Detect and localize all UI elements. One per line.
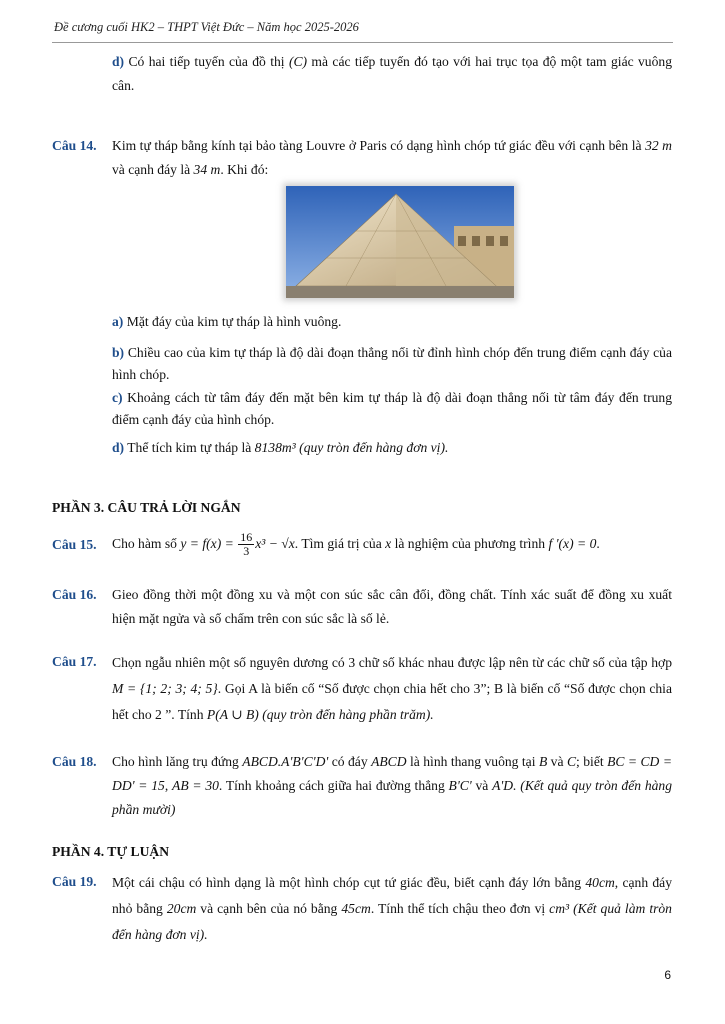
question-number: Câu 18. [52, 754, 97, 769]
question-15-text: Cho hàm số y = f(x) = $\frac{16}{3}$ x³ − √x. Tìm giá trị của x là nghiệm của phương trình f '(x) = 0. [112, 530, 600, 559]
option-label: c) [112, 390, 123, 405]
page-header: Đề cương cuối HK2 – THPT Việt Đức – Năm học 2025-2026 [54, 20, 359, 34]
pyramid-illustration [286, 186, 514, 298]
option-label: b) [112, 345, 125, 360]
question-number: Câu 16. [52, 587, 97, 602]
question-number: Câu 15. [52, 537, 97, 552]
question-number: Câu 19. [52, 874, 97, 889]
section-4-title: PHẦN 4. TỰ LUẬN [52, 844, 170, 859]
question-18-text: Cho hình lăng trụ đứng ABCD.A'B'C'D' có đáy ABCD là hình thang vuông tại B và C; biết BC = CD = DD' = 15, AB = 30. Tính khoảng cách giữa hai đường thẳng B'C' và A'D. (Kết quả quy tròn đến hàng phần mười) [112, 754, 673, 817]
header-rule [52, 42, 673, 43]
question-19-text: Một cái chậu có hình dạng là một hình chóp cụt tứ giác đều, biết cạnh đáy lớn bằng 40cm, cạnh đáy nhỏ bằng 20cm và cạnh bên của nó bằng 45cm. Tính thể tích chậu theo đơn vị cm³ (Kết quả làm tròn đến hàng đơn vị). [112, 875, 673, 942]
question-number: Câu 14. [52, 138, 97, 153]
question-14-text: Kim tự tháp bằng kính tại bảo tàng Louvre ở Paris có dạng hình chóp tứ giác đều với cạnh bên là 32 m và cạnh đáy là 34 m. Khi đó: [112, 138, 672, 177]
q14-option-d: d) Thể tích kim tự tháp là 8138m³ (quy tròn đến hàng đơn vị). [112, 440, 449, 455]
question-17-text: Chọn ngẫu nhiên một số nguyên dương có 3 chữ số khác nhau được lập nên từ các chữ số của tập hợp M = {1; 2; 3; 4; 5}. Gọi A là biến cố “Số được chọn chia hết cho 3”; B là biến cố “Số được chọn chia hết cho 2 ”. Tính P(A ∪ B) (quy tròn đến hàng phần trăm). [112, 655, 672, 722]
louvre-pyramid-photo [286, 186, 514, 298]
q13-option-d: d) Có hai tiếp tuyến của đồ thị (C) mà các tiếp tuyến đó tạo với hai trục tọa độ một tam giác vuông cân. [112, 54, 672, 93]
q14-option-a: a) Mặt đáy của kim tự tháp là hình vuông. [112, 314, 342, 329]
fraction: $\frac{16}{3}$ [240, 530, 253, 559]
question-number: Câu 17. [52, 654, 97, 669]
page-number: 6 [664, 968, 671, 982]
option-label: a) [112, 314, 124, 329]
option-label: d) [112, 440, 125, 455]
option-label: d) [112, 54, 125, 69]
question-16-text: Gieo đồng thời một đồng xu và một con súc sắc cân đối, đồng chất. Tính xác suất để đồng xu xuất hiện mặt ngửa và số chấm trên con súc sắc là số lẻ. [112, 587, 672, 626]
q14-option-c: c) Khoảng cách từ tâm đáy đến mặt bên kim tự tháp là độ dài đoạn thẳng nối từ tâm đáy đến trung điểm cạnh đáy của hình chóp. [112, 390, 672, 427]
q14-option-b: b) Chiều cao của kim tự tháp là độ dài đoạn thẳng nối từ đỉnh hình chóp đến trung điểm cạnh đáy của hình chóp. [112, 345, 672, 382]
section-3-title: PHẦN 3. CÂU TRẢ LỜI NGẮN [52, 500, 241, 515]
